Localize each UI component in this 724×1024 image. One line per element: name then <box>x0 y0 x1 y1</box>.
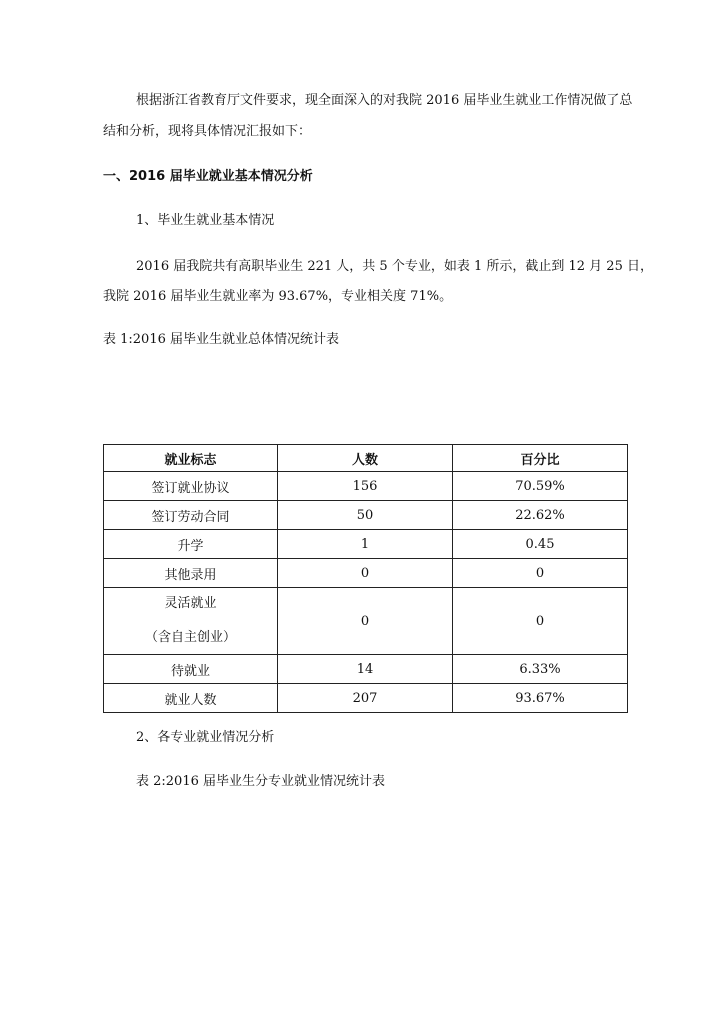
table-row <box>104 559 628 588</box>
table-row <box>104 472 628 501</box>
row-percent: 0.45 <box>453 530 628 559</box>
row-percent: 0 <box>453 588 628 655</box>
table-header-row <box>104 445 628 472</box>
subsection-heading-1: 1、毕业生就业基本情况 <box>136 213 275 228</box>
row-count: 14 <box>278 655 453 684</box>
column-header-category: 就业标志 <box>104 445 278 472</box>
row-label: 签订劳动合同 <box>104 501 278 530</box>
row-percent: 6.33% <box>453 655 628 684</box>
row-count: 156 <box>278 472 453 501</box>
row-label-cell <box>104 588 278 655</box>
row-label: 签订就业协议 <box>104 472 278 501</box>
row-count: 50 <box>278 501 453 530</box>
table2-caption: 表 2:2016 届毕业生分专业就业情况统计表 <box>136 774 385 789</box>
row-count: 207 <box>278 684 453 713</box>
table1-caption: 表 1:2016 届毕业生就业总体情况统计表 <box>103 332 339 347</box>
intro-line-2: 结和分析，现将具体情况汇报如下： <box>103 124 312 139</box>
table-row <box>104 655 628 684</box>
subsection-heading-2: 2、各专业就业情况分析 <box>136 730 275 745</box>
employment-stats-table <box>103 444 628 713</box>
row-label: 其他录用 <box>104 559 278 588</box>
paragraph-line-2: 我院 2016 届毕业生就业率为 93.67%，专业相关度 71%。 <box>103 289 453 304</box>
intro-line-1: 根据浙江省教育厅文件要求，现全面深入的对我院 2016 届毕业生就业工作情况做了总 <box>136 93 633 108</box>
row-percent: 0 <box>453 559 628 588</box>
table-row <box>104 684 628 713</box>
row-label: 灵活就业 <box>164 596 217 611</box>
row-count: 0 <box>278 559 453 588</box>
table-row <box>104 501 628 530</box>
row-label-note: （含自主创业） <box>144 630 236 645</box>
table-row <box>104 588 628 655</box>
row-percent: 93.67% <box>453 684 628 713</box>
row-percent: 70.59% <box>453 472 628 501</box>
table-row <box>104 530 628 559</box>
paragraph-line-1: 2016 届我院共有高职毕业生 221 人，共 5 个专业，如表 1 所示，截止到 12 月 25 日， <box>136 259 653 274</box>
row-label: 升学 <box>104 530 278 559</box>
row-label: 就业人数 <box>104 684 278 713</box>
column-header-percent: 百分比 <box>453 445 628 472</box>
row-count: 1 <box>278 530 453 559</box>
section-heading: 一、2016 届毕业就业基本情况分析 <box>103 169 313 184</box>
row-count: 0 <box>278 588 453 655</box>
row-label: 待就业 <box>104 655 278 684</box>
row-percent: 22.62% <box>453 501 628 530</box>
column-header-count: 人数 <box>278 445 453 472</box>
